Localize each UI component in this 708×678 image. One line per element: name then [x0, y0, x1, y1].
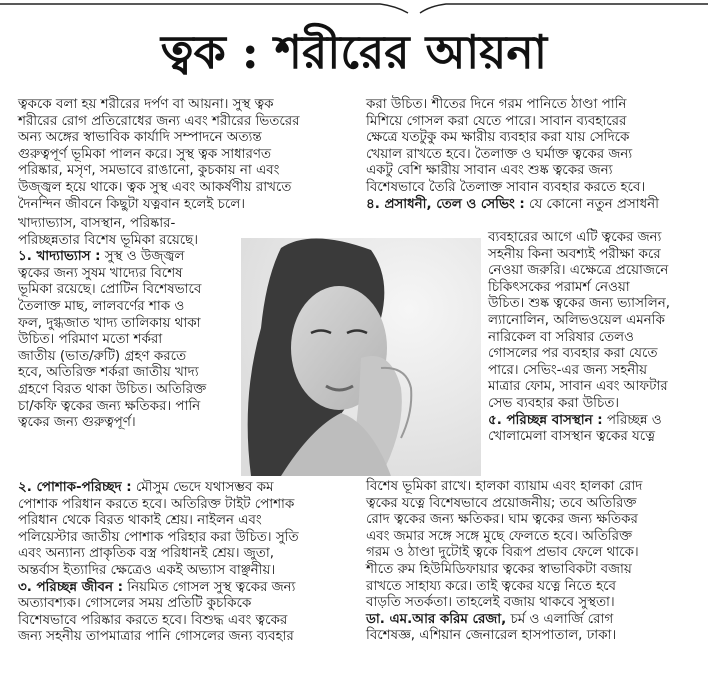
- text-line: বাড়তি সতর্কতা। তাহলেই বজায় থাকবে সুস্থতা।: [366, 595, 615, 611]
- text-line: ভূমিকা রয়েছে। প্রোটিন বিশেষভাবে: [18, 282, 202, 298]
- text-line: নেওয়া জরুরি। এক্ষেত্রে প্রয়োজনে: [488, 263, 669, 279]
- text-line: জাতীয় (ভাত/রুটি) গ্রহণ করতে: [18, 348, 186, 364]
- text-line: খোলামেলা বাসস্থান ত্বকের যত্নে: [488, 429, 655, 445]
- text-line: বিশেষভাবে পরিষ্কার করতে হবে। বিশুদ্ধ এবং ত্বকের: [18, 612, 288, 628]
- text-fragment: যে কোনো নতুন প্রসাধনী: [524, 196, 659, 212]
- text-line: শীতে রুম হিউমিডিফায়ার ত্বকের স্বাভাবিকটা বজায়: [366, 561, 632, 577]
- text-line: রাখতে সাহায্য করে। তাই ত্বকের যত্নে নিতে হবে: [366, 578, 616, 594]
- portrait-illustration: [241, 238, 481, 476]
- text-line: উচিত। পরিমাণ মতো শর্করা: [18, 332, 163, 348]
- text-line: ব্যবহারের আগে এটি ত্বকের জন্য: [488, 230, 662, 245]
- left-clothing-hygiene-section: [18, 480, 299, 646]
- text-line: বিশেষভাবে তৈরি তৈলাক্ত সাবান ব্যবহার করতে হবে।: [366, 179, 646, 195]
- text-line: নারিকেল বা সরিষার তেলও: [488, 329, 634, 345]
- text-line: পরিষ্কার, মসৃণ, সমভাবে রাঙানো, কুচকায় না এবং: [18, 163, 280, 179]
- text-line: মিশিয়ে গোসল করা যেতে পারে। সাবান ব্যবহারের: [366, 113, 627, 129]
- text-line: একটু বেশি ক্ষারীয় সাবান এবং শুষ্ক ত্বকের জন্য: [366, 163, 613, 179]
- text-line: হবে, অতিরিক্ত শর্করা জাতীয় খাদ্য: [18, 365, 199, 381]
- text-line: পারে। সেভিং-এর জন্য সহনীয়: [488, 362, 647, 378]
- section-heading-housing: ৫. পরিচ্ছন্ন বাসস্থান :: [488, 412, 603, 428]
- text-line: ত্বককে বলা হয় শরীরের দর্পণ বা আয়না। সুস্থ ত্বক: [18, 97, 274, 112]
- right-cosmetics-wrap: [488, 230, 670, 446]
- left-intro-paragraph: [18, 97, 299, 213]
- text-fragment: সুস্থ ও উজ্জ্বল: [100, 249, 185, 265]
- text-line: চা/কফি ত্বকের জন্য ক্ষতিকর। পানি: [18, 398, 201, 414]
- author-credentials: চর্ম ও এলার্জি রোগ: [506, 611, 614, 627]
- article-title: ত্বক : শরীরের আয়না: [160, 25, 548, 79]
- section-heading-clothing: ২. পোশাক-পরিচ্ছদ :: [18, 480, 132, 495]
- text-line: সহনীয় কিনা অবশ্যই পরীক্ষা করে: [488, 246, 661, 262]
- text-line: মাত্রার ফোম, সাবান এবং আফটার: [488, 379, 668, 395]
- left-diet-section: [18, 216, 206, 432]
- text-line: করা উচিত। শীতের দিনে গরম পানিতে ঠাণ্ডা পানি: [366, 97, 627, 112]
- text-line: অত্যাবশ্যক। গোসলের সময় প্রতিটি কুচকিকে: [18, 596, 252, 612]
- author-name: ডা. এম.আর করিম রেজা,: [366, 611, 507, 627]
- text-line: সেভ ব্যবহার করা উচিত।: [488, 395, 620, 411]
- text-fragment: নিয়মিত গোসল সুস্থ ত্বকের জন্য: [123, 579, 296, 595]
- author-line: [366, 612, 642, 629]
- section-heading-line: [18, 249, 206, 266]
- right-soap-paragraph: [366, 97, 659, 213]
- text-line: চিকিৎসকের পরামর্শ নেওয়া: [488, 279, 630, 295]
- text-line: ত্বকের জন্য সুষম খাদ্যের বিশেষ: [18, 265, 183, 281]
- text-line: রোদ ত্বকের জন্য ক্ষতিকর। ঘাম ত্বকের জন্য ক্ষতিকর: [366, 512, 638, 528]
- text-line: গুরুত্বপূর্ণ ভূমিকা পালন করে। সুস্থ ত্বক সাধারণত: [18, 146, 271, 162]
- text-line: উজ্জ্বল হয়ে থাকে। ত্বক সুস্থ এবং আকর্ষণীয় রাখতে: [18, 179, 292, 195]
- text-line: তৈলাক্ত মাছ, লালবর্ণের শাক ও: [18, 298, 185, 314]
- text-line: খাদ্যাভ্যাস, বাসস্থান, পরিষ্কার-: [18, 216, 176, 231]
- text-line: পলিয়েস্টার জাতীয় পোশাক পরিহার করা উচিত। সুতি: [18, 529, 299, 545]
- text-line: ল্যানোলিন, অলিভওয়েল এমনকি: [488, 312, 665, 328]
- text-line: ফল, দুগ্ধজাত খাদ্য তালিকায় থাকা: [18, 315, 201, 331]
- section-heading-line: [18, 480, 299, 497]
- section-heading-line: [366, 197, 659, 214]
- text-line: এবং অন্যান্য প্রাকৃতিক বস্ত্র পরিধানই শ্রেয়। জুতা,: [18, 546, 274, 562]
- header-frame-lines: [0, 0, 708, 14]
- text-line: খেয়াল রাখতে হবে। তৈলাক্ত ও ঘর্মাক্ত ত্বকের জন্য: [366, 146, 633, 162]
- text-line: দৈনন্দিন জীবনে কিছুটা যত্নবান হলেই চলে।: [18, 196, 246, 212]
- section-heading-clean-life: ৩. পরিচ্ছন্ন জীবন :: [18, 579, 123, 595]
- text-line: ত্বকের যত্নে বিশেষভাবে প্রয়োজনীয়; তবে অতিরিক্ত: [366, 495, 637, 511]
- text-line: পরিধান থেকে বিরত থাকাই শ্রেয়। নাইলন এবং: [18, 513, 262, 529]
- text-line: অন্য অঙ্গের স্বাভাবিক কার্যাদি সম্পাদনে অত্যন্ত: [18, 130, 262, 146]
- section-heading-diet: ১. খাদ্যাভ্যাস :: [18, 249, 101, 265]
- text-line: পোশাক পরিধান করতে হবে। অতিরিক্ত টাইট পোশাক: [18, 496, 295, 512]
- right-housing-paragraph: [366, 479, 642, 645]
- text-line: ত্বকের জন্য গুরুত্বপূর্ণ।: [18, 415, 136, 431]
- text-line: বিশেষ ভূমিকা রাখে। হালকা ব্যায়াম এবং হালকা রোদ: [366, 479, 643, 494]
- text-line: গ্রহণে বিরত থাকা উচিত। অতিরিক্ত: [18, 381, 207, 397]
- text-line: জন্য সহনীয় তাপমাত্রার পানি গোসলের জন্য ব্যবহার: [18, 629, 294, 645]
- text-line: এবং জমার সঙ্গে সঙ্গে মুছে ফেলতে হবে। অতিরিক্ত: [366, 528, 632, 544]
- text-line: শরীরের রোগ প্রতিরোধের জন্য এবং শরীরের ভিতরের: [18, 113, 300, 129]
- text-line: গোসলের পর ব্যবহার করা যেতে: [488, 346, 658, 362]
- text-fragment: মৌসুম ভেদে যথাসম্ভব কম: [131, 480, 274, 495]
- woman-portrait-photo: [241, 238, 481, 476]
- section-heading-line: [488, 413, 670, 430]
- text-line: গরম ও ঠাণ্ডা দুটোই ত্বকে বিরূপ প্রভাব ফেলে থাকে।: [366, 545, 639, 561]
- text-line: উচিত। শুষ্ক ত্বকের জন্য ভ্যাসলিন,: [488, 296, 670, 312]
- text-line: অন্তর্বাস ইত্যাদির ক্ষেত্রেও একই অভ্যাস বাঞ্ছনীয়।: [18, 562, 276, 578]
- section-heading-line: [18, 580, 299, 597]
- text-fragment: পরিচ্ছন্ন ও: [602, 412, 662, 428]
- section-heading-cosmetics: ৪. প্রসাধনী, তেল ও সেভিং :: [366, 196, 525, 212]
- author-line: বিশেষজ্ঞ, এশিয়ান জেনারেল হাসপাতাল, ঢাকা।: [366, 628, 617, 644]
- text-line: ক্ষেত্রে যতটুকু কম ক্ষারীয় ব্যবহার করা যায় সেদিকে: [366, 130, 630, 146]
- text-line: পরিচ্ছন্নতার বিশেষ ভূমিকা রয়েছে।: [18, 232, 199, 248]
